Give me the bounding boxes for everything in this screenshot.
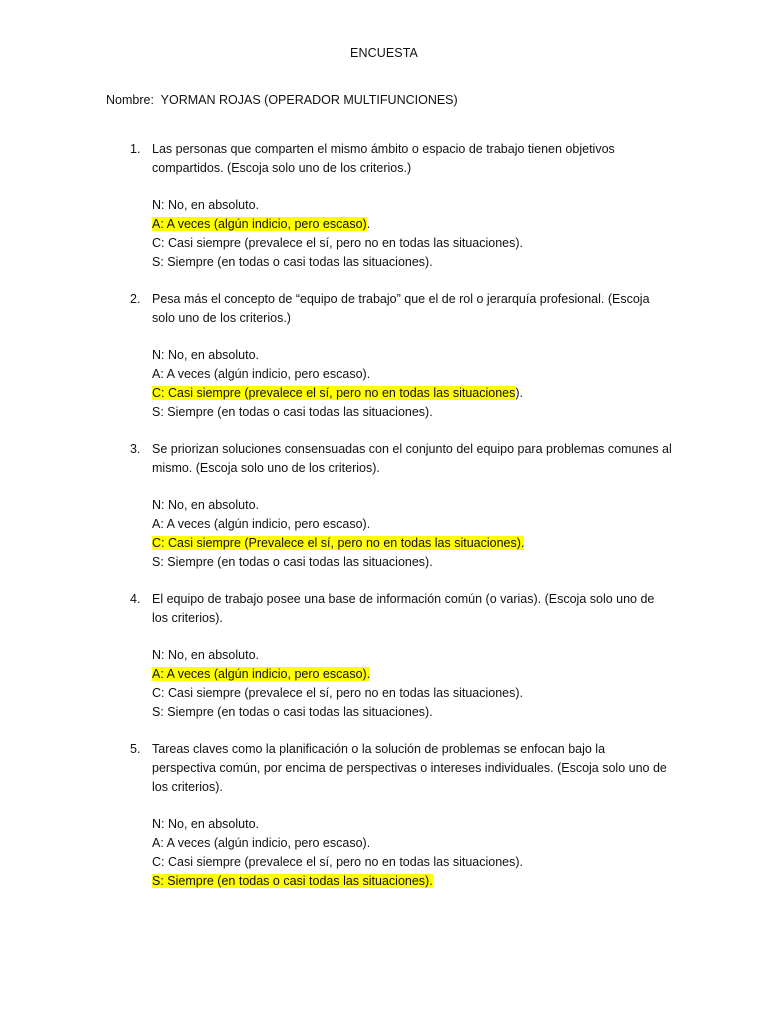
respondent-name-label: Nombre: — [106, 93, 154, 107]
option-text: N: No, en absoluto. — [152, 817, 260, 831]
option-text: N: No, en absoluto. — [152, 498, 260, 512]
question-number: 3. — [130, 442, 141, 456]
option-suffix: ). — [515, 386, 524, 400]
document-title: ENCUESTA — [350, 46, 418, 60]
option-a-selected — [152, 665, 370, 684]
option-a-selected — [152, 215, 370, 234]
option-a — [152, 515, 370, 534]
option-text: N: No, en absoluto. — [152, 348, 260, 362]
option-text: A: A veces (algún indicio, pero escaso). — [152, 836, 371, 850]
option-text: A: A veces (algún indicio, pero escaso). — [152, 367, 371, 381]
option-n — [152, 346, 259, 365]
option-c — [152, 853, 523, 872]
option-n — [152, 815, 259, 834]
question-text: Tareas claves como la planificación o la solución de problemas se enfocan bajo la perspectiva común, por encima de perspectivas o intereses individuales. (Escoja solo uno de los criterios). — [152, 742, 667, 794]
option-n — [152, 646, 259, 665]
option-s — [152, 253, 433, 272]
selected-answer-highlight: A: A veces (algún indicio, pero escaso). — [152, 667, 371, 681]
question-number: 1. — [130, 142, 141, 156]
question-number: 4. — [130, 592, 141, 606]
option-suffix: . — [366, 217, 371, 231]
question-number: 2. — [130, 292, 141, 306]
selected-answer-highlight: C: Casi siempre (prevalece el sí, pero no en todas las situaciones — [152, 386, 516, 400]
selected-answer-highlight: A: A veces (algún indicio, pero escaso) — [152, 217, 367, 231]
option-s — [152, 703, 433, 722]
option-c-selected — [152, 384, 523, 403]
option-text: C: Casi siempre (prevalece el sí, pero no en todas las situaciones). — [152, 855, 524, 869]
option-c — [152, 234, 523, 253]
option-a — [152, 365, 370, 384]
option-s — [152, 403, 433, 422]
option-n — [152, 496, 259, 515]
option-text: S: Siempre (en todas o casi todas las situaciones). — [152, 705, 433, 719]
question-text: Las personas que comparten el mismo ámbito o espacio de trabajo tienen objetivos compartidos. (Escoja solo uno de los criterios.) — [152, 142, 615, 175]
selected-answer-highlight: S: Siempre (en todas o casi todas las situaciones). — [152, 874, 433, 888]
question-text: Se priorizan soluciones consensuadas con el conjunto del equipo para problemas comunes al mismo. (Escoja solo uno de los criterios). — [152, 442, 672, 475]
option-text: C: Casi siempre (prevalece el sí, pero no en todas las situaciones). — [152, 686, 524, 700]
option-text: S: Siempre (en todas o casi todas las situaciones). — [152, 555, 433, 569]
respondent-name-value: YORMAN ROJAS (OPERADOR MULTIFUNCIONES) — [160, 93, 458, 107]
option-text: C: Casi siempre (prevalece el sí, pero no en todas las situaciones). — [152, 236, 524, 250]
option-text: A: A veces (algún indicio, pero escaso). — [152, 517, 371, 531]
question-text: Pesa más el concepto de “equipo de trabajo” que el de rol o jerarquía profesional. (Escoja solo uno de los criterios.) — [152, 292, 650, 325]
selected-answer-highlight: C: Casi siempre (Prevalece el sí, pero no en todas las situaciones). — [152, 536, 525, 550]
option-s — [152, 553, 433, 572]
option-text: N: No, en absoluto. — [152, 198, 260, 212]
option-text: S: Siempre (en todas o casi todas las situaciones). — [152, 405, 433, 419]
option-text: N: No, en absoluto. — [152, 648, 260, 662]
option-c — [152, 684, 523, 703]
respondent-name — [106, 93, 458, 107]
option-c-selected — [152, 534, 524, 553]
option-n — [152, 196, 259, 215]
option-s-selected — [152, 872, 433, 891]
question-number: 5. — [130, 742, 141, 756]
option-text: S: Siempre (en todas o casi todas las situaciones). — [152, 255, 433, 269]
question-text: El equipo de trabajo posee una base de información común (o varias). (Escoja solo uno de los criterios). — [152, 592, 655, 625]
option-a — [152, 834, 370, 853]
